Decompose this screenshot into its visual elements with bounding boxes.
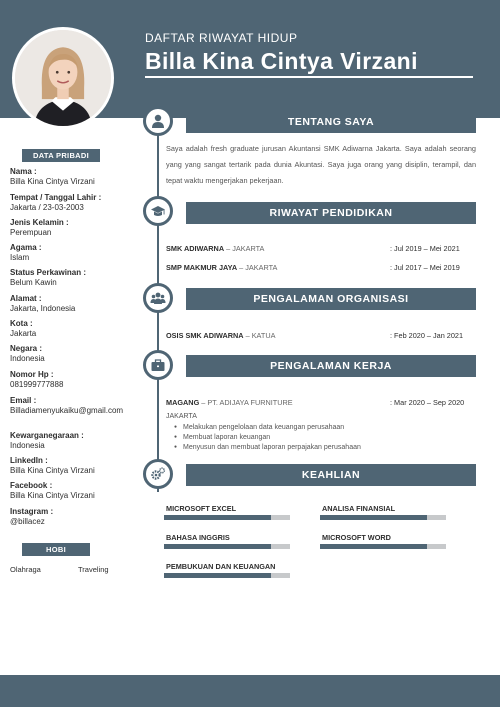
personal-field bbox=[10, 193, 134, 213]
personal-field bbox=[10, 243, 134, 263]
personal-field bbox=[10, 167, 134, 187]
field-label: Instagram : bbox=[10, 507, 54, 516]
field-label: Jenis Kelamin : bbox=[10, 218, 69, 227]
education-item bbox=[166, 244, 264, 253]
field-label: Negara : bbox=[10, 344, 43, 353]
field-value: Jakarta bbox=[10, 329, 37, 338]
skill-name: PEMBUKUAN DAN KEUANGAN bbox=[166, 562, 276, 571]
organization-item bbox=[166, 331, 275, 340]
skill-name: MICROSOFT EXCEL bbox=[166, 504, 237, 513]
skill-bar bbox=[320, 515, 446, 520]
organization-section-title: PENGALAMAN ORGANISASI bbox=[186, 288, 476, 310]
document-subtitle: DAFTAR RIWAYAT HIDUP bbox=[145, 31, 298, 45]
about-text: Saya adalah fresh graduate jurusan Akuntansi SMK Adiwarna Jakarta. Saya adalah seorang yang yang sangat tertarik pada dunia Akuntasi. Saya juga orang yang disiplin, terampil, dan tepat waktu mengerjakan pekerjaan. bbox=[166, 144, 476, 185]
work-section-title: PENGALAMAN KERJA bbox=[186, 355, 476, 377]
work-icon-badge bbox=[143, 350, 173, 380]
about-section-title: TENTANG SAYA bbox=[186, 111, 476, 133]
field-value: @billacez bbox=[10, 517, 45, 526]
skill-bar bbox=[320, 544, 446, 549]
school-location: – JAKARTA bbox=[224, 244, 265, 253]
field-value: Indonesia bbox=[10, 441, 45, 450]
school-location: – JAKARTA bbox=[237, 263, 278, 272]
education-item bbox=[166, 263, 277, 272]
work-task-list bbox=[174, 423, 361, 453]
work-company: – PT. ADIJAYA FURNITURE bbox=[199, 398, 293, 407]
field-value: Billa Kina Cintya Virzani bbox=[10, 491, 95, 500]
personal-field bbox=[10, 481, 134, 501]
briefcase-icon bbox=[150, 357, 166, 373]
education-section-title: RIWAYAT PENDIDIKAN bbox=[186, 202, 476, 224]
personal-field bbox=[10, 294, 134, 314]
graduation-cap-icon bbox=[150, 203, 166, 219]
field-label: Facebook : bbox=[10, 481, 53, 490]
gears-icon bbox=[150, 466, 166, 482]
field-label: Kota : bbox=[10, 319, 33, 328]
organization-name: OSIS SMK ADIWARNA bbox=[166, 331, 244, 340]
skills-section-title: KEAHLIAN bbox=[186, 464, 476, 486]
field-value: Billa Kina Cintya Virzani bbox=[10, 466, 95, 475]
personal-field bbox=[10, 431, 134, 451]
personal-field bbox=[10, 319, 134, 339]
field-label: Nama : bbox=[10, 167, 37, 176]
skills-icon-badge bbox=[143, 459, 173, 489]
hobby-item: Traveling bbox=[78, 565, 109, 574]
work-role: MAGANG bbox=[166, 398, 200, 407]
field-value: Belum Kawin bbox=[10, 278, 57, 287]
field-value: Indonesia bbox=[10, 354, 45, 363]
field-value: Jakarta / 23-03-2003 bbox=[10, 203, 84, 212]
skill-bar-fill bbox=[164, 515, 271, 520]
skill-bar bbox=[164, 515, 290, 520]
field-label: LinkedIn : bbox=[10, 456, 48, 465]
skill-name: MICROSOFT WORD bbox=[322, 533, 391, 542]
hobby-title: HOBI bbox=[22, 543, 90, 556]
skill-name: ANALISA FINANSIAL bbox=[322, 504, 396, 513]
skill-name: BAHASA INGGRIS bbox=[166, 533, 230, 542]
personal-field bbox=[10, 218, 134, 238]
field-label: Alamat : bbox=[10, 294, 42, 303]
skill-bar-fill bbox=[164, 544, 271, 549]
field-label: Agama : bbox=[10, 243, 42, 252]
field-label: Kewarganegaraan : bbox=[10, 431, 84, 440]
footer-band bbox=[0, 675, 500, 707]
field-value: Jakarta, Indonesia bbox=[10, 304, 76, 313]
work-task: ● Membuat laporan keuangan bbox=[174, 433, 361, 443]
skill-bar-fill bbox=[320, 544, 427, 549]
field-value: Billadiamenyukaiku@gmail.com bbox=[10, 406, 124, 415]
personal-data-title: DATA PRIBADI bbox=[22, 149, 100, 162]
school-name: SMK ADIWARNA bbox=[166, 244, 225, 253]
skill-bar bbox=[164, 544, 290, 549]
profile-photo-illustration bbox=[15, 30, 111, 126]
about-icon-badge bbox=[143, 106, 173, 136]
work-date: : Mar 2020 – Sep 2020 bbox=[390, 398, 465, 407]
work-task: ● Melakukan pengelolaan data keuangan perusahaan bbox=[174, 423, 361, 433]
personal-field bbox=[10, 396, 134, 416]
hobby-item: Olahraga bbox=[10, 565, 41, 574]
skill-bar bbox=[164, 573, 290, 578]
user-icon bbox=[150, 113, 166, 129]
field-value: Perempuan bbox=[10, 228, 52, 237]
skill-bar-fill bbox=[320, 515, 427, 520]
group-icon bbox=[150, 290, 166, 306]
organization-date: : Feb 2020 – Jan 2021 bbox=[390, 331, 464, 340]
education-date: : Jul 2017 – Mei 2019 bbox=[390, 263, 460, 272]
education-icon-badge bbox=[143, 196, 173, 226]
work-task: ● Menyusun dan membuat laporan perpajakan perusahaan bbox=[174, 443, 361, 453]
person-name: Billa Kina Cintya Virzani bbox=[145, 48, 418, 74]
name-underline bbox=[145, 76, 473, 78]
personal-field bbox=[10, 370, 134, 390]
personal-field bbox=[10, 344, 134, 364]
work-city: JAKARTA bbox=[166, 413, 197, 420]
personal-field bbox=[10, 456, 134, 476]
school-name: SMP MAKMUR JAYA bbox=[166, 263, 238, 272]
field-value: Billa Kina Cintya Virzani bbox=[10, 177, 95, 186]
organization-role: – KATUA bbox=[243, 331, 276, 340]
education-date: : Jul 2019 – Mei 2021 bbox=[390, 244, 460, 253]
work-item bbox=[166, 398, 293, 407]
field-label: Tempat / Tanggal Lahir : bbox=[10, 193, 102, 202]
field-value: Islam bbox=[10, 253, 30, 262]
personal-field bbox=[10, 507, 134, 527]
field-label: Status Perkawinan : bbox=[10, 268, 87, 277]
skill-bar-fill bbox=[164, 573, 271, 578]
field-label: Nomor Hp : bbox=[10, 370, 54, 379]
organization-icon-badge bbox=[143, 283, 173, 313]
personal-field bbox=[10, 268, 134, 288]
field-label: Email : bbox=[10, 396, 37, 405]
profile-photo bbox=[12, 27, 114, 129]
field-value: 081999777888 bbox=[10, 380, 64, 389]
